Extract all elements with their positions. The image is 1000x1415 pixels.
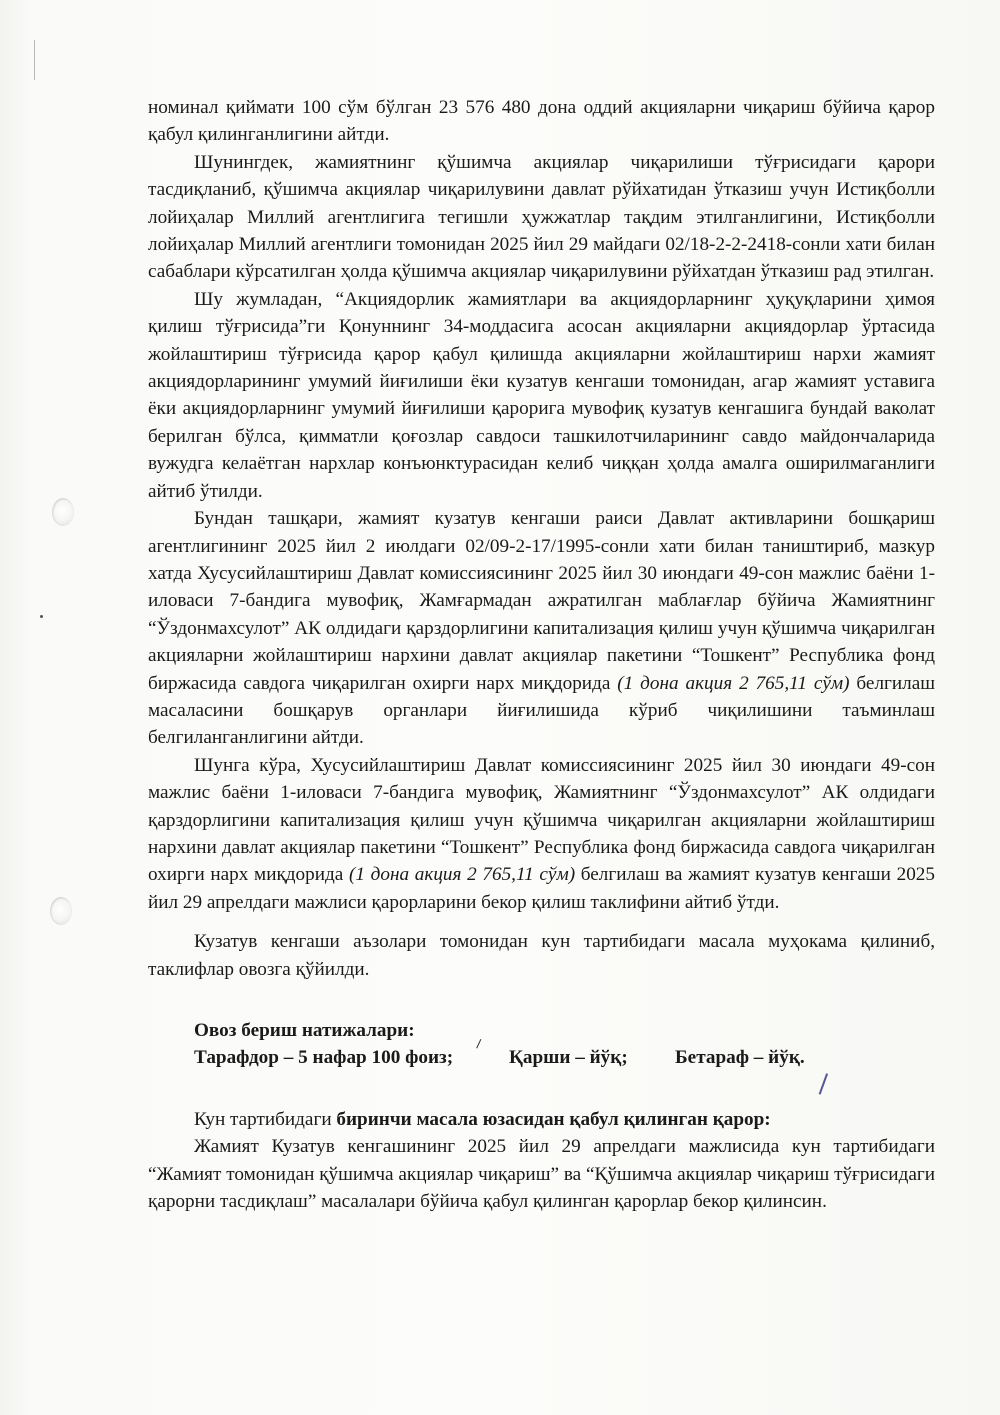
punch-hole-bottom [50, 897, 72, 925]
paragraph-4 [148, 505, 935, 752]
paragraph-5-price: (1 дона акция 2 765,11 сўм) [348, 864, 576, 886]
vote-against: Қарши – йўқ; [509, 1047, 628, 1069]
document-body [148, 94, 935, 1215]
scan-speck [40, 615, 43, 618]
paragraph-1: номинал қиймати 100 сўм бўлган 23 576 480 дона оддий акцияларни чиқариш бўйича қарор қабул қилинганлигини айтди. [148, 97, 935, 146]
paragraph-6: Кузатув кенгаши аъзолари томонидан кун тартибидаги масала муҳокама қилиниб, таклифлар овозга қўйилди. [148, 931, 935, 980]
paragraph-4-price: (1 дона акция 2 765,11 сўм) [617, 672, 850, 694]
paragraph-2: Шунингдек, жамиятнинг қўшимча акциялар чиқарилиши тўғрисидаги қарори тасдиқланиб, қўшимча акциялар чиқарилувини давлат рўйхатидан ўтказиш учун Истиқболли лойиҳалар Миллий агентлигига тегишли ҳужжатлар тақдим этилганлигини, Истиқболли лойиҳалар Миллий агентлиги томонидан 2025 йил 29 майдаги 02/18-2-2-2418-сонли хати билан сабаблари кўрсатилган ҳолда қўшимча акциялар чиқарилувини рўйхатдан ўтказиш рад этилган. [148, 151, 935, 283]
paragraph-3: Шу жумладан, “Акциядорлик жамиятлари ва акциядорларнинг ҳуқуқларини ҳимоя қилиш тўғрисида”ги Қонуннинг 34-моддасига асосан акцияларни акциядорлар ўртасида жойлаштириш тўғрисида қарор қабул қилишда акцияларни жойлаштириш нархи жамият акциядорларининг умумий йиғилиши ёки кузатув кенгаши томонидан, агар жамият уставига ёки акциядорларнинг умумий йиғилиши қарорига мувофиқ кузатув кенгашига бундай ваколат берилган бўлса, қимматли қоғозлар савдоси ташкилотчиларининг савдо майдончаларида вужудга келаётган нархлар конъюнктурасидан келиб чиққан ҳолда амалга оширилмаганлиги айтиб ўтилди. [148, 288, 935, 502]
decision-intro [148, 1106, 935, 1133]
paragraph-4-text-a: Бундан ташқари, жамият кузатув кенгаши раиси Давлат активларини бошқариш агентлигининг 2025 йил 2 июлдаги 02/09-2-17/1995-сонли хати билан таништириб, мазкур хатда Хусусийлаштириш Давлат комиссиясининг 2025 йил 30 июндаги 49-сон мажлис баёни 1-иловаси 7-бандига мувофиқ, Жамғармадан ажратилган маблағлар бўйича Жамиятнинг “Ўздонмахсулот” АК олдидаги қарздорлигини капитализация қилиш учун қўшимча чиқарилган акцияларни жойлаштириш нархини давлат акциялар пакетини “Тошкент” Республика фонд биржасида савдога чиқарилган охирги нарх миқдорида [148, 508, 935, 694]
punch-hole-top [52, 498, 74, 526]
decision-intro-plain: Кун тартибидаги [194, 1108, 332, 1130]
decision-text: Жамият Кузатув кенгашининг 2025 йил 29 апрелдаги мажлисида кун тартибидаги “Жамият томонидан қўшимча акциялар чиқариш” ва “Қўшимча акциялар чиқариш тўғрисидаги қарорни тасдиқлаш” масалалари бўйича қабул қилинган қарорлар бекор қилинсин. [148, 1136, 935, 1213]
decision-intro-bold: биринчи масала юзасидан қабул қилинган қарор: [336, 1108, 771, 1130]
paragraph-5-text-b: белгилаш ва жамият кузатув кенгаши 2025 йил 29 апрелдаги мажлиси қарорларини бекор қилиш таклифини айтиб ўтди. [148, 864, 935, 913]
vote-results [148, 1044, 935, 1071]
paragraph-5 [148, 752, 935, 916]
paragraph-5-text-a: Шунга кўра, Хусусийлаштириш Давлат комиссиясининг 2025 йил 30 июндаги 49-сон мажлис баёни 1-иловаси 7-бандига мувофиқ, Жамиятнинг “Ўздонмахсулот” АК олдидаги қарздорлигини капитализация қилиш учун қўшимча чиқарилган акцияларни жойлаштириш нархини давлат акциялар пакетини “Тошкент” Республика фонд биржасида савдога чиқарилган охирги нарх миқдорида [148, 754, 935, 886]
edge-mark [34, 40, 35, 80]
vote-heading: Овоз бериш натижалари: [194, 1020, 415, 1041]
vote-abstain: Бетараф – йўқ. [675, 1047, 805, 1069]
paragraph-4-text-b: белгилаш масаласини бошқарув органлари йиғилишида кўриб чиқилишини таъминлаш белгиланганлигини айтди. [148, 672, 936, 749]
vote-for: Тарафдор – 5 нафар 100 фоиз; [194, 1047, 454, 1069]
